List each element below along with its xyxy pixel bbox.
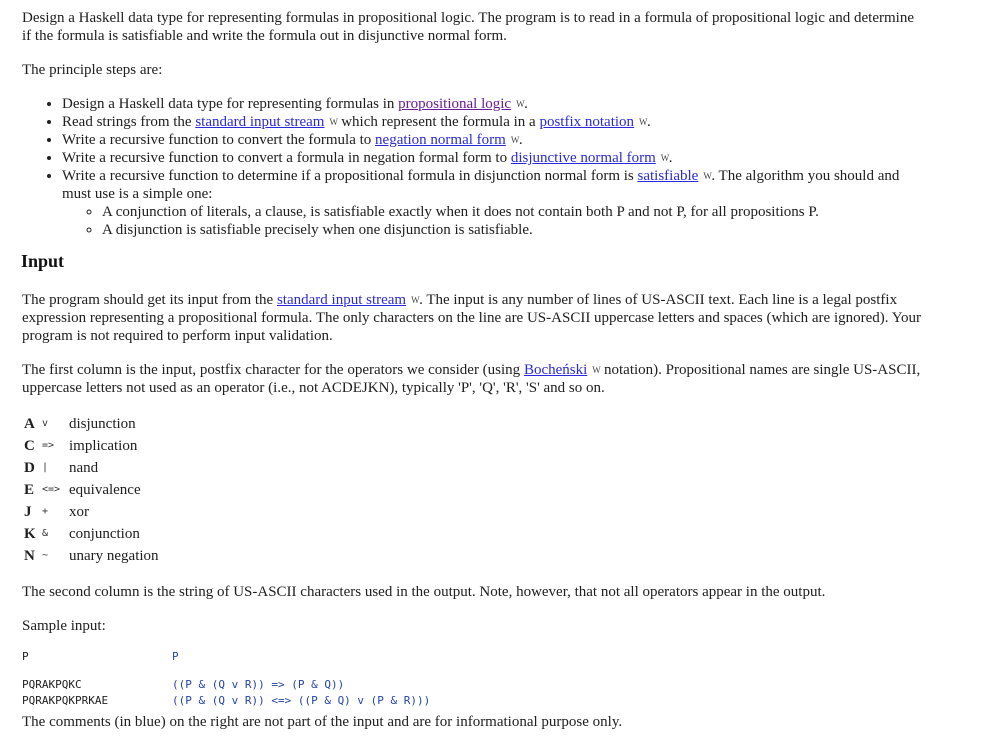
- table-row: [24, 523, 159, 545]
- operator-name: conjunction: [69, 526, 140, 542]
- wikipedia-icon[interactable]: W: [510, 135, 519, 145]
- list-item: • Design a Haskell data type for representing formulas in propositional logic W.: [62, 95, 922, 113]
- operator-symbol: &: [42, 528, 49, 539]
- sample-comment-line: ((P & (Q v R)) => (P & Q)): [172, 678, 345, 691]
- input-paragraph: The program should get its input from the standard input stream W. The input is any number of lines of US-ASCII text. Each line is a legal postfix expression representing a propositional formula. The only characters on the line are US-ASCII uppercase letters and spaces (which are ignored). Your program is not required to perform input validation.: [22, 292, 922, 344]
- operator-symbol: ~: [42, 550, 49, 561]
- wikipedia-icon[interactable]: W: [516, 99, 525, 109]
- columns-paragraph: The first column is the input, postfix character for the operators we consider (using Bocheński W notation). Propositional names are single US-ASCII, uppercase letters not used as an operator (i.e., not ACDEJKN), typically 'P', 'Q', 'R', 'S' and so on.: [22, 362, 921, 396]
- sample-comment-line: ((P & (Q v R)) <=> ((P & Q) v (P & R))): [172, 694, 431, 707]
- table-row: [24, 435, 159, 457]
- table-row: [24, 545, 159, 567]
- wikipedia-icon[interactable]: W: [329, 117, 338, 127]
- operator-name: unary negation: [69, 548, 159, 564]
- wikipedia-icon[interactable]: W: [639, 117, 648, 127]
- operator-name: nand: [69, 460, 99, 476]
- operator-letter: N: [24, 548, 35, 564]
- operator-symbol: v: [42, 418, 49, 429]
- operators-table: [24, 413, 159, 567]
- list-item: • Write a recursive function to convert the formula to negation normal form W.: [62, 131, 922, 149]
- link-bochenski[interactable]: Bocheński: [523, 362, 588, 378]
- wikipedia-icon[interactable]: W: [411, 295, 420, 305]
- sample-input-line: PQRAKPQKC: [22, 678, 82, 691]
- wikipedia-icon[interactable]: W: [592, 365, 601, 375]
- intro-paragraph: Design a Haskell data type for representing formulas in propositional logic. The program is to read in a formula of propositional logic and determine if the formula is satisfiable and write the formula out in disjunctive normal form.: [22, 10, 914, 44]
- operator-letter: K: [24, 526, 36, 542]
- operator-name: implication: [69, 438, 138, 454]
- sample-label: Sample input:: [22, 618, 106, 634]
- operator-symbol: +: [42, 506, 49, 517]
- table-row: [24, 501, 159, 523]
- list-item: ◦ A conjunction of literals, a clause, is satisfiable exactly when it does not contain both P and not P, for all propositions P.: [102, 203, 922, 221]
- wikipedia-icon[interactable]: W: [660, 153, 669, 163]
- operator-letter: J: [24, 504, 32, 520]
- input-heading: Input: [21, 251, 65, 271]
- sample-input-block: [22, 649, 922, 709]
- operator-name: xor: [69, 504, 89, 520]
- operator-letter: E: [24, 482, 35, 498]
- operator-letter: C: [24, 438, 35, 454]
- sub-steps-list: [62, 203, 922, 239]
- list-item: • Read strings from the standard input stream W which represent the formula in a postfix notation W.: [62, 113, 922, 131]
- sample-input-line: PQRAKPQKPRKAE: [22, 694, 109, 707]
- comments-note: The comments (in blue) on the right are not part of the input and are for informational purpose only.: [22, 714, 623, 730]
- operator-symbol: |: [42, 462, 49, 473]
- sample-comment-column: [172, 649, 430, 709]
- link-propositional-logic[interactable]: propositional logic: [398, 96, 512, 112]
- steps-lead: The principle steps are:: [22, 62, 163, 78]
- link-satisfiable[interactable]: satisfiable: [637, 168, 699, 184]
- link-disjunctive-normal-form[interactable]: disjunctive normal form: [510, 150, 656, 166]
- link-standard-input-stream[interactable]: standard input stream: [276, 292, 407, 308]
- table-row: [24, 457, 159, 479]
- sample-input-line: P: [22, 650, 29, 663]
- list-item: • Write a recursive function to determine if a propositional formula in disjunction normal form is satisfiable W. The algorithm you should and must use is a simple one: ◦ A conjunction of literals, a clause, is satisfiable exactly when it does not contain both P and not P, for all propositions P. ◦ A disjunction is satisfiable precisely when one disjunction is satisfiable.: [62, 167, 922, 239]
- wikipedia-icon[interactable]: W: [703, 171, 712, 181]
- operator-letter: D: [24, 460, 35, 476]
- steps-list: [22, 95, 922, 239]
- list-item: ◦ A disjunction is satisfiable precisely when one disjunction is satisfiable.: [102, 221, 922, 239]
- link-postfix-notation[interactable]: postfix notation: [539, 114, 635, 130]
- sample-comment-line: P: [172, 650, 179, 663]
- link-standard-input-stream[interactable]: standard input stream: [195, 114, 325, 130]
- link-negation-normal-form[interactable]: negation normal form: [375, 132, 506, 148]
- sample-input-column: [22, 649, 172, 709]
- operator-name: equivalence: [69, 482, 141, 498]
- second-column-paragraph: The second column is the string of US-ASCII characters used in the output. Note, however, that not all operators appear in the output.: [22, 584, 826, 600]
- table-row: [24, 479, 159, 501]
- list-item: • Write a recursive function to convert a formula in negation formal form to disjunctive normal form W.: [62, 149, 922, 167]
- operator-letter: A: [24, 416, 35, 432]
- operator-symbol: <=>: [42, 484, 61, 495]
- table-row: [24, 413, 159, 435]
- operator-symbol: =>: [42, 440, 55, 451]
- operator-name: disjunction: [69, 416, 136, 432]
